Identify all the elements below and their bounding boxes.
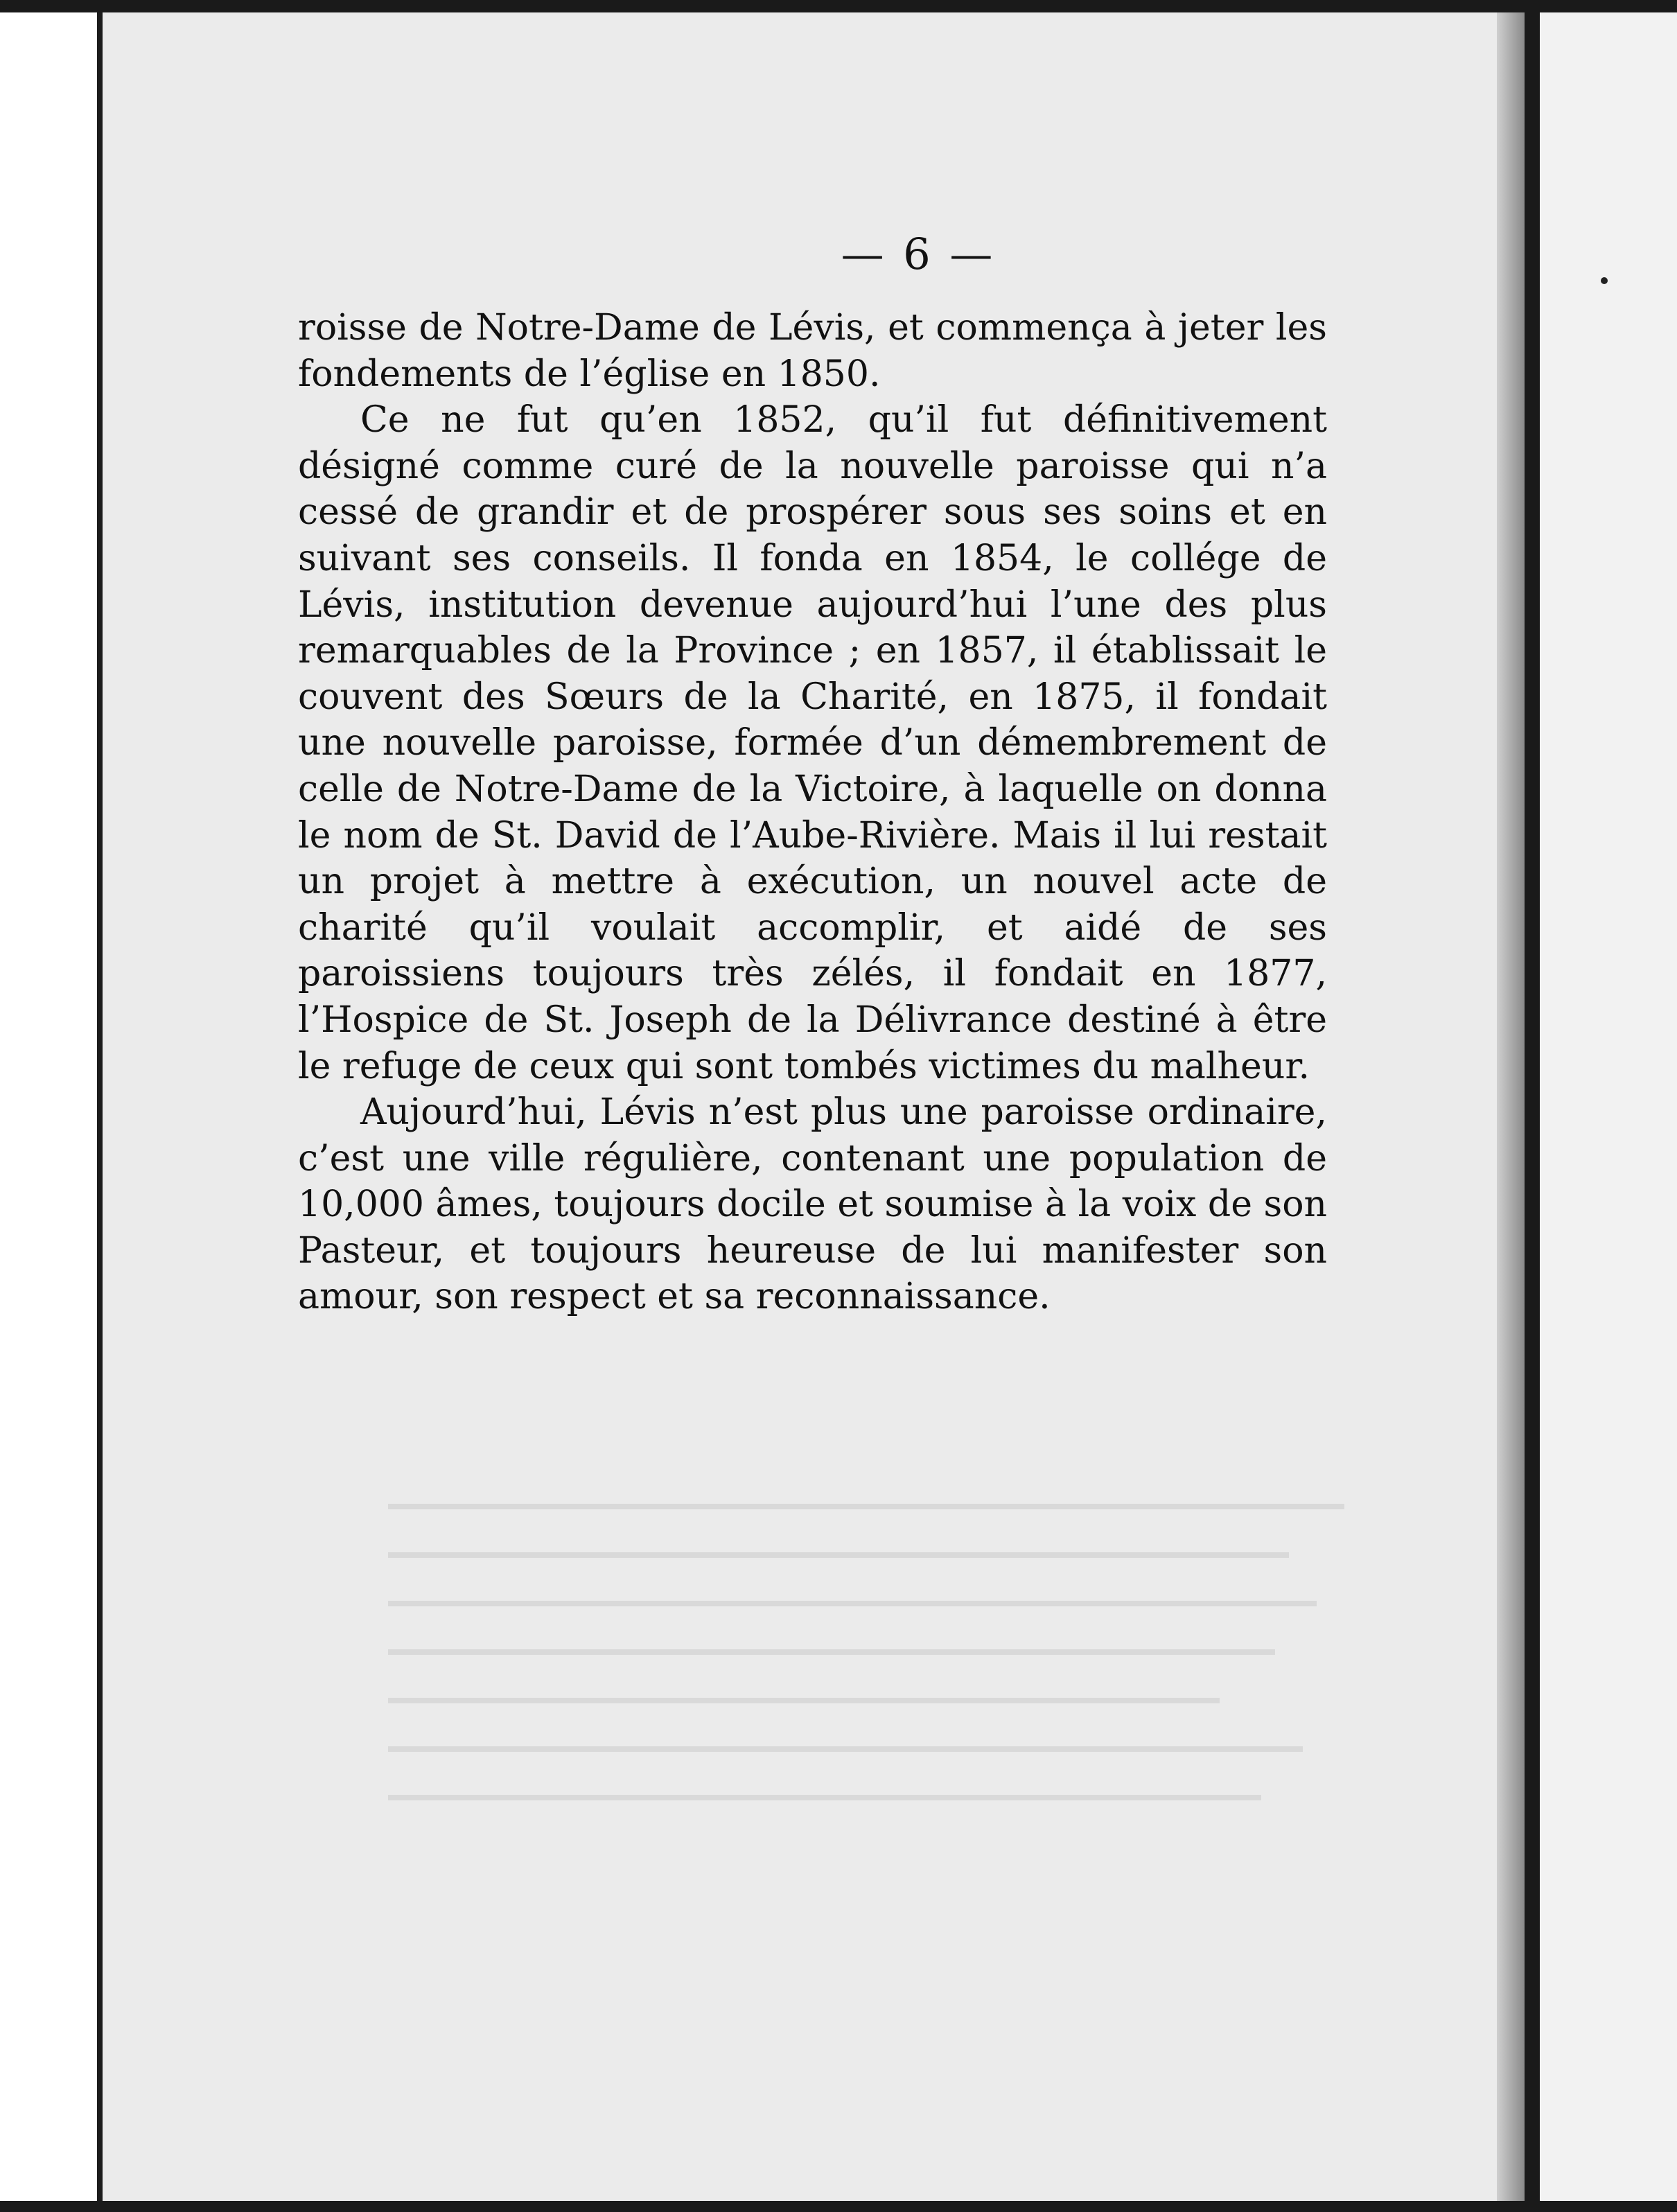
book-gutter: [1525, 12, 1540, 2201]
scan-border-bottom: [0, 2201, 1677, 2212]
paragraph-1: roisse de Notre-Dame de Lévis, et commença à jeter les fondements de l’église en 1850.: [298, 307, 1327, 395]
show-through-line: [388, 1504, 1344, 1509]
show-through-line: [388, 1795, 1261, 1800]
show-through-line: [388, 1698, 1220, 1703]
show-through-line: [388, 1601, 1317, 1606]
page-number: — 6 —: [841, 229, 996, 279]
paragraph-3: Aujourd’hui, Lévis n’est plus une paroisse ordinaire, c’est une ville régulière, contenant une population de 10,000 âmes, toujours docile et soumise à la voix de son Pasteur, et toujours heureuse de lui manifester son amour, son respect et sa reconnaissance.: [298, 1091, 1327, 1318]
scan-border-top: [0, 0, 1677, 12]
adjacent-page: [1540, 12, 1677, 2201]
body-text: [298, 305, 1327, 1320]
show-through-line: [388, 1746, 1303, 1752]
page-edge-shadow: [1497, 12, 1525, 2201]
paragraph-2: Ce ne fut qu’en 1852, qu’il fut définitivement désigné comme curé de la nouvelle paroisse qui n’a cessé de grandir et de prospérer sous ses soins et en suivant ses conseils. Il fonda en 1854, le collége de Lévis, institution devenue aujourd’hui l’une des plus remarquables de la Province ; en 1857, il établissait le couvent des Sœurs de la Charité, en 1875, il fondait une nouvelle paroisse, formée d’un démembrement de celle de Notre-Dame de la Victoire, à laquelle on donna le nom de St. David de l’Aube-Rivière. Mais il lui restait un projet à mettre à exécution, un nouvel acte de charité qu’il voulait accomplir, et aidé de ses paroissiens toujours très zélés, il fondait en 1877, l’Hospice de St. Joseph de la Délivrance destiné à être le refuge de ceux qui sont tombés victimes du malheur.: [298, 399, 1327, 1087]
show-through-line: [388, 1649, 1275, 1655]
show-through-line: [388, 1552, 1289, 1558]
